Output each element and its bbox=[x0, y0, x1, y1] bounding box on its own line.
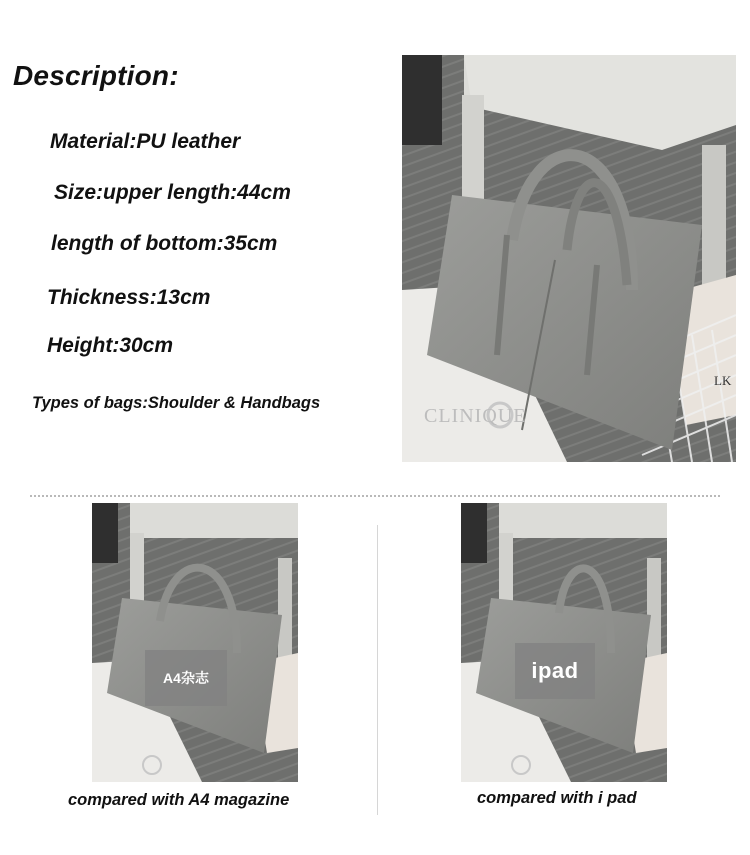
caption-a4: compared with A4 magazine bbox=[68, 791, 290, 809]
bag-types: Types of bags:Shoulder & Handbags bbox=[32, 394, 321, 412]
a4-magazine-overlay: A4杂志 bbox=[145, 650, 227, 706]
caption-ipad: compared with i pad bbox=[477, 789, 637, 807]
spec-bottom-length: length of bottom:35cm bbox=[51, 232, 278, 255]
description-title: Description: bbox=[13, 60, 179, 91]
clinique-watermark: CLINIQUE bbox=[424, 405, 527, 427]
ipad-overlay: ipad bbox=[515, 643, 595, 699]
section-divider bbox=[30, 495, 720, 497]
spec-thickness: Thickness:13cm bbox=[47, 286, 211, 309]
spec-upper-length: Size:upper length:44cm bbox=[54, 181, 291, 204]
product-photo-main bbox=[402, 55, 736, 462]
vertical-divider bbox=[377, 525, 378, 815]
spec-height: Height:30cm bbox=[47, 334, 174, 357]
a4-comparison-photo bbox=[92, 503, 298, 782]
magazine-letters: LK bbox=[714, 373, 732, 388]
spec-material: Material:PU leather bbox=[50, 130, 241, 153]
